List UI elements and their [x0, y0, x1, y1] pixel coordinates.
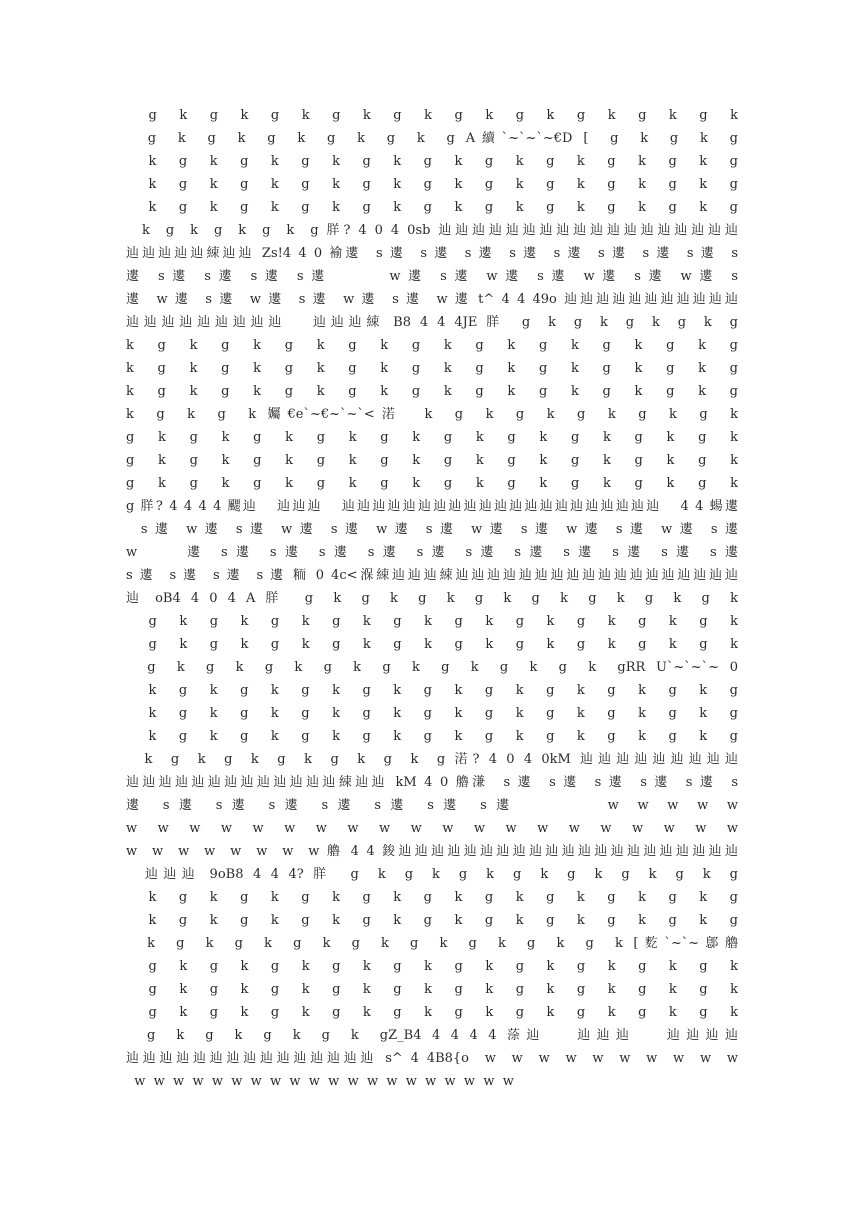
garbled-text-body — [126, 104, 738, 1093]
text-line: 辿 oB4 4 0 4 A 羘 g k g k g k g k g k g k g k g k — [126, 591, 738, 606]
text-line: g k g k g k g k g k g k g k g k g k g k — [126, 1005, 738, 1020]
text-line: g k g k g k g k g k g k g k g k g k g k — [126, 982, 738, 997]
text-line: w w w w w w w w w w w w w w w w w w w w — [126, 1074, 514, 1089]
text-line: g k g k g k g k g k g k g k g k g k g k — [126, 614, 738, 629]
text-line: 遱 w 遱 s 遱 w 遱 s 遱 w 遱 s 遱 w 遱 t^ 4 4 49o 辿辿辿辿辿辿辿辿辿辿辿 — [126, 292, 738, 307]
text-line: k g k g k g k g k g k g k g k g k g k g — [126, 177, 738, 192]
text-line: 辿辿辿辿辿辿辿辿辿辿辿辿辿辿辿 s^ 4 4B8{o w w w w w w w w w w — [126, 1051, 738, 1066]
text-line: s 遱 s 遱 s 遱 s 遱 粫 0 4c<湺綀辿辿辿綀辿辿辿辿辿辿辿辿辿辿辿辿辿辿辿辿辿辿 — [126, 568, 738, 583]
text-line: k g k g k g k g k g k g 渃? 4 0 4 0kM 辿辿辿辿辿辿辿辿辿 — [126, 752, 738, 767]
text-line: g k g k g k g k g k g A續`~`~`~€D [ g k g k g — [126, 131, 738, 146]
text-line: w 遱 s 遱 s 遱 s 遱 s 遱 s 遱 s 遱 s 遱 s 遱 s 遱 s 遱 s 遱 — [126, 545, 738, 560]
text-line: g k g k g k g k g k g k g k g k g k g k — [126, 959, 738, 974]
text-line: k g k g k g k g k g k g k g k g k g k g — [126, 338, 738, 353]
text-line: g k g k g k g k g k g k g k g k g k g k — [126, 637, 738, 652]
text-line: g k g k g k g k g k g k g k g k g k g k — [126, 430, 738, 445]
text-line: g k g k g k g k g k g k g k g k gRR U`~`~`~ 0 — [126, 660, 738, 675]
text-line: k g k g k g k g k g k g k g k g k g k g — [126, 683, 738, 698]
text-line: 辿辿辿 9oB8 4 4 4? 羘 g k g k g k g k g k g k g k g — [126, 867, 738, 882]
text-line: w w w w w w w w w w w w w w w w w w w w — [126, 821, 738, 836]
text-line: g 羘? 4 4 4 4 颸辿 辿辿辿 辿辿辿辿辿辿辿辿辿辿辿辿辿辿辿辿辿辿辿辿辿 4 4 蝪遱 — [126, 499, 738, 514]
text-line: k g k g k g k g k g k g k g k g k g k g — [126, 706, 738, 721]
text-line: k g k g k g k g 羘? 4 0 4 0sb 辿辿辿辿辿辿辿辿辿辿辿辿辿辿辿辿辿辿 — [126, 223, 738, 238]
text-line: g k g k g k g k g k g k g k g k g k g k — [126, 108, 738, 123]
text-line: 遱 s 遱 s 遱 s 遱 s 遱 s 遱 s 遱 s 遱 w w w w w — [126, 798, 738, 813]
text-line: k g k g k 孎€e`~€~`~`<渃 k g k g k g k g k g k — [126, 407, 738, 422]
text-line: k g k g k g k g k g k g k g k g k g k g — [126, 729, 738, 744]
text-line: k g k g k g k g k g k g k g k g k g k g — [126, 890, 738, 905]
text-line: g k g k g k g k g k g k g k g k g k g k — [126, 453, 738, 468]
text-line: k g k g k g k g k g k g k g k g k g k g — [126, 200, 738, 215]
text-line: k g k g k g k g k g k g k g k g k g k g — [126, 384, 738, 399]
text-line: 辿辿辿辿辿辿辿辿辿辿辿辿辿綀辿辿 kM 4 0 艪溓 s 遱 s 遱 s 遱 s 遱 s 遱 s — [126, 775, 738, 790]
text-line: 遱 s 遱 s 遱 s 遱 s 遱 w 遱 s 遱 w 遱 s 遱 w 遱 s 遱 w 遱 s — [126, 269, 738, 284]
text-line: 辿辿辿辿辿辿辿辿辿 辿辿辿綀 B8 4 4 4JE 羘 g k g k g k g k g — [126, 315, 738, 330]
text-line: k g k g k g k g k g k g k g k g k g k g — [126, 361, 738, 376]
text-line: g k g k g k g k g k g k g k g k g k g k — [126, 476, 738, 491]
text-line: s 遱 w 遱 s 遱 w 遱 s 遱 w 遱 s 遱 w 遱 s 遱 w 遱 s 遱 w 遱 s 遱 — [126, 522, 738, 537]
text-line: k g k g k g k g k g k g k g k g k g k g — [126, 913, 738, 928]
text-line: g k g k g k g k gZ_B4 4 4 4 4 蒤辿 辿辿辿 辿辿辿辿 — [126, 1028, 738, 1043]
text-line: w w w w w w w w 艪 4 4 鋑辿辿辿辿辿辿辿辿辿辿辿辿辿辿辿辿辿辿辿辿辿 — [126, 844, 738, 859]
text-line: 辿辿辿辿辿綀辿辿 Zs!4 4 0 褕遱 s 遱 s 遱 s 遱 s 遱 s 遱 s 遱 s 遱 s 遱 s — [126, 246, 738, 261]
text-line: k g k g k g k g k g k g k g k g k g k g — [126, 154, 738, 169]
text-line: k g k g k g k g k g k g k g k g k [麧`~`~鄎艪 — [126, 936, 738, 951]
